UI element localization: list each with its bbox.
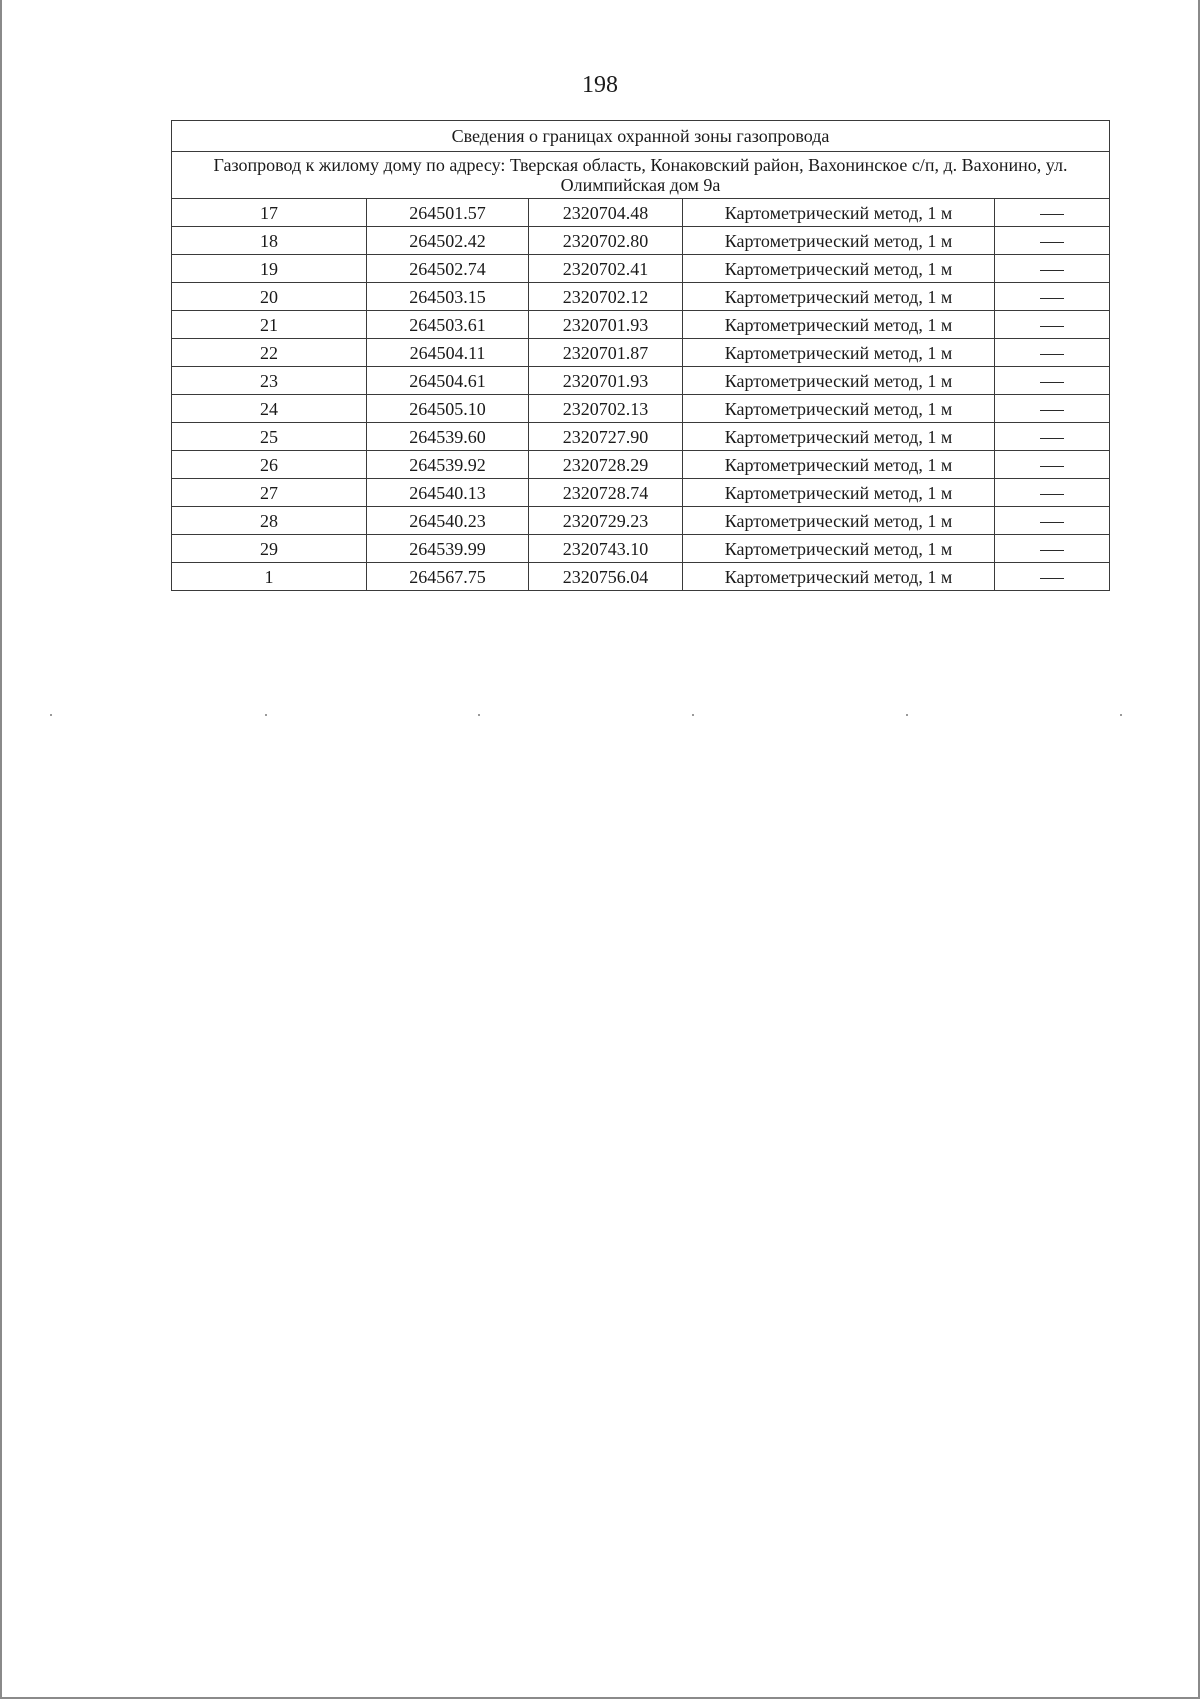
cell-x-coordinate: 264504.11	[367, 339, 529, 367]
cell-note	[995, 451, 1110, 479]
cell-x-coordinate: 264505.10	[367, 395, 529, 423]
cell-y-coordinate: 2320727.90	[529, 423, 683, 451]
dash-mark	[1040, 326, 1064, 327]
cell-x-coordinate: 264540.13	[367, 479, 529, 507]
cell-method: Картометрический метод, 1 м	[683, 227, 995, 255]
cell-x-coordinate: 264501.57	[367, 199, 529, 227]
table-subtitle: Газопровод к жилому дому по адресу: Тверская область, Конаковский район, Вахонинское с/п, д. Вахонино, ул. Олимпийская дом 9а	[172, 152, 1110, 199]
table-row	[172, 227, 1110, 255]
table-row	[172, 283, 1110, 311]
cell-note	[995, 339, 1110, 367]
cell-y-coordinate: 2320702.13	[529, 395, 683, 423]
cell-x-coordinate: 264504.61	[367, 367, 529, 395]
cell-x-coordinate: 264539.92	[367, 451, 529, 479]
cell-x-coordinate: 264539.60	[367, 423, 529, 451]
cell-note	[995, 199, 1110, 227]
cell-y-coordinate: 2320701.87	[529, 339, 683, 367]
cell-point-number: 21	[172, 311, 367, 339]
dash-mark	[1040, 214, 1064, 215]
table-row	[172, 311, 1110, 339]
page-number: 198	[582, 72, 618, 98]
table-row	[172, 535, 1110, 563]
table-title-row	[172, 121, 1110, 152]
cell-method: Картометрический метод, 1 м	[683, 367, 995, 395]
cell-point-number: 23	[172, 367, 367, 395]
cell-note	[995, 283, 1110, 311]
cell-point-number: 1	[172, 563, 367, 591]
cell-y-coordinate: 2320729.23	[529, 507, 683, 535]
cell-method: Картометрический метод, 1 м	[683, 283, 995, 311]
cell-method: Картометрический метод, 1 м	[683, 311, 995, 339]
cell-point-number: 27	[172, 479, 367, 507]
cell-y-coordinate: 2320702.41	[529, 255, 683, 283]
protection-zone-table	[171, 120, 1110, 591]
cell-method: Картометрический метод, 1 м	[683, 339, 995, 367]
cell-note	[995, 563, 1110, 591]
table-row	[172, 423, 1110, 451]
table-row	[172, 339, 1110, 367]
table-body	[172, 121, 1110, 591]
dash-mark	[1040, 410, 1064, 411]
scan-speck	[1120, 714, 1122, 716]
scan-speck	[906, 714, 908, 716]
dash-mark	[1040, 382, 1064, 383]
dash-mark	[1040, 578, 1064, 579]
cell-point-number: 19	[172, 255, 367, 283]
cell-y-coordinate: 2320701.93	[529, 367, 683, 395]
table-row	[172, 563, 1110, 591]
dash-mark	[1040, 522, 1064, 523]
cell-point-number: 18	[172, 227, 367, 255]
cell-method: Картометрический метод, 1 м	[683, 563, 995, 591]
scan-speck	[50, 714, 52, 716]
table-row	[172, 255, 1110, 283]
cell-y-coordinate: 2320702.12	[529, 283, 683, 311]
table-row	[172, 199, 1110, 227]
table-row	[172, 395, 1110, 423]
cell-note	[995, 227, 1110, 255]
dash-mark	[1040, 298, 1064, 299]
cell-note	[995, 479, 1110, 507]
dash-mark	[1040, 550, 1064, 551]
cell-x-coordinate: 264539.99	[367, 535, 529, 563]
cell-method: Картометрический метод, 1 м	[683, 535, 995, 563]
table-subtitle-row	[172, 152, 1110, 199]
cell-point-number: 22	[172, 339, 367, 367]
cell-y-coordinate: 2320702.80	[529, 227, 683, 255]
cell-y-coordinate: 2320701.93	[529, 311, 683, 339]
cell-method: Картометрический метод, 1 м	[683, 507, 995, 535]
cell-y-coordinate: 2320728.74	[529, 479, 683, 507]
page-edge-left	[0, 0, 2, 1699]
cell-point-number: 20	[172, 283, 367, 311]
cell-point-number: 26	[172, 451, 367, 479]
cell-note	[995, 395, 1110, 423]
cell-point-number: 24	[172, 395, 367, 423]
cell-x-coordinate: 264503.61	[367, 311, 529, 339]
dash-mark	[1040, 354, 1064, 355]
cell-x-coordinate: 264567.75	[367, 563, 529, 591]
cell-x-coordinate: 264540.23	[367, 507, 529, 535]
cell-method: Картометрический метод, 1 м	[683, 479, 995, 507]
scan-speck	[478, 714, 480, 716]
cell-x-coordinate: 264503.15	[367, 283, 529, 311]
cell-method: Картометрический метод, 1 м	[683, 199, 995, 227]
table-row	[172, 507, 1110, 535]
cell-point-number: 29	[172, 535, 367, 563]
table-row	[172, 479, 1110, 507]
scan-speck	[265, 714, 267, 716]
cell-note	[995, 311, 1110, 339]
dash-mark	[1040, 270, 1064, 271]
cell-x-coordinate: 264502.74	[367, 255, 529, 283]
dash-mark	[1040, 466, 1064, 467]
cell-y-coordinate: 2320728.29	[529, 451, 683, 479]
cell-y-coordinate: 2320704.48	[529, 199, 683, 227]
dash-mark	[1040, 438, 1064, 439]
cell-x-coordinate: 264502.42	[367, 227, 529, 255]
dash-mark	[1040, 494, 1064, 495]
table-title: Сведения о границах охранной зоны газопровода	[172, 121, 1110, 152]
cell-note	[995, 507, 1110, 535]
cell-note	[995, 423, 1110, 451]
cell-note	[995, 367, 1110, 395]
dash-mark	[1040, 242, 1064, 243]
cell-y-coordinate: 2320743.10	[529, 535, 683, 563]
table-row	[172, 367, 1110, 395]
cell-method: Картометрический метод, 1 м	[683, 395, 995, 423]
cell-method: Картометрический метод, 1 м	[683, 451, 995, 479]
cell-method: Картометрический метод, 1 м	[683, 255, 995, 283]
table-row	[172, 451, 1110, 479]
cell-note	[995, 535, 1110, 563]
scan-speck	[692, 714, 694, 716]
cell-point-number: 28	[172, 507, 367, 535]
cell-note	[995, 255, 1110, 283]
cell-y-coordinate: 2320756.04	[529, 563, 683, 591]
cell-method: Картометрический метод, 1 м	[683, 423, 995, 451]
cell-point-number: 17	[172, 199, 367, 227]
cell-point-number: 25	[172, 423, 367, 451]
